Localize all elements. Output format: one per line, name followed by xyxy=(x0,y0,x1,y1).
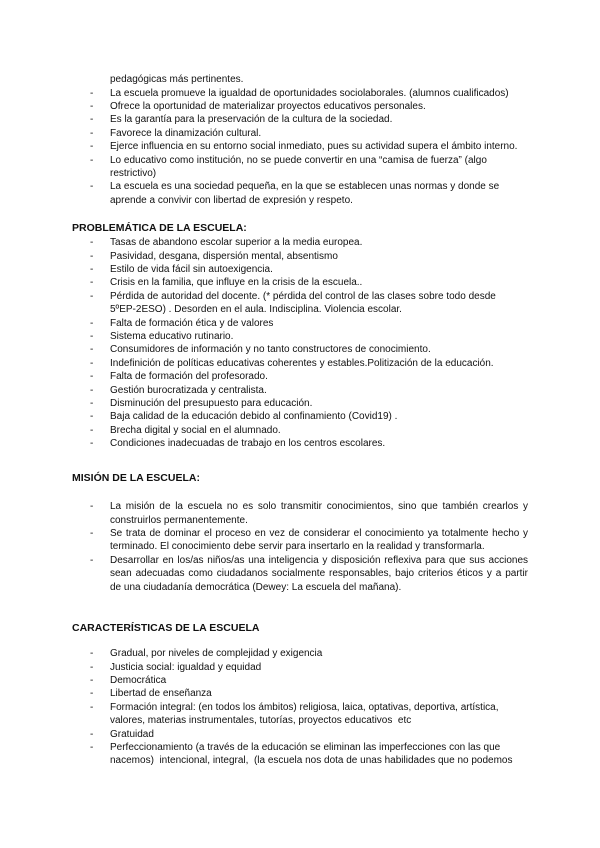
list-item-line: aprende a convivir con libertad de expresión y respeto. xyxy=(110,194,353,206)
list-item-line: Se trata de dominar el proceso en vez de considerar el conocimiento ya totalmente hecho y xyxy=(110,528,528,540)
list-item-line: Lo educativo como institución, no se puede convertir en una “camisa de fuerza” (algo xyxy=(110,154,487,166)
list-item xyxy=(0,290,600,317)
bullet-dash: - xyxy=(90,154,94,166)
bullet-dash: - xyxy=(90,554,94,566)
list-item xyxy=(0,397,600,410)
bullet-dash: - xyxy=(90,528,94,540)
bullet-dash: - xyxy=(90,141,94,153)
list-item-line: Disminución del presupuesto para educación. xyxy=(110,397,313,409)
list-item-line: Perfeccionamiento (a través de la educación se eliminan las imperfecciones con las que xyxy=(110,742,501,754)
intro-list xyxy=(0,73,600,207)
list-item-line: Falta de formación del profesorado. xyxy=(110,371,268,383)
caracteristicas-list xyxy=(0,647,600,768)
list-item-line: Crisis en la familia, que influye en la crisis de la escuela.. xyxy=(110,277,363,289)
list-item-line: Estilo de vida fácil sin autoexigencia. xyxy=(110,264,273,276)
bullet-dash: - xyxy=(90,371,94,383)
list-item xyxy=(0,701,600,728)
list-item-line: nacemos) intencional, integral, (la escuela nos dota de unas habilidades que no podemos xyxy=(110,755,513,767)
list-item xyxy=(0,410,600,423)
list-item-line: Pérdida de autoridad del docente. (* pérdida del control de las clases sobre todo desde xyxy=(110,290,496,302)
list-item-line: Baja calidad de la educación debido al confinamiento (Covid19) . xyxy=(110,411,398,423)
bullet-dash: - xyxy=(90,438,94,450)
list-item-line: Gratuidad xyxy=(110,728,154,740)
list-item xyxy=(0,728,600,741)
bullet-dash: - xyxy=(90,181,94,193)
bullet-dash: - xyxy=(90,728,94,740)
list-item xyxy=(0,661,600,674)
list-item xyxy=(0,263,600,276)
list-item xyxy=(0,527,600,554)
list-item-line: valores, materias instrumentales, tutorías, proyectos educativos etc xyxy=(110,715,412,727)
list-item-line: pedagógicas más pertinentes. xyxy=(110,74,244,86)
list-item xyxy=(0,437,600,450)
mision-list xyxy=(0,500,600,594)
bullet-dash: - xyxy=(90,701,94,713)
list-item xyxy=(0,554,600,594)
list-item xyxy=(0,647,600,660)
list-item xyxy=(0,250,600,263)
bullet-dash: - xyxy=(90,675,94,687)
list-item-line: construirlos permanentemente. xyxy=(110,514,248,526)
bullet-dash: - xyxy=(90,277,94,289)
problematica-heading: PROBLEMÁTICA DE LA ESCUELA: xyxy=(72,222,247,234)
bullet-dash: - xyxy=(90,688,94,700)
caracteristicas-heading: CARACTERÍSTICAS DE LA ESCUELA xyxy=(72,622,260,634)
bullet-dash: - xyxy=(90,397,94,409)
bullet-dash: - xyxy=(90,742,94,754)
list-item-line: Pasividad, desgana, dispersión mental, absentismo xyxy=(110,250,338,262)
list-item-line: Gradual, por niveles de complejidad y exigencia xyxy=(110,648,323,660)
list-item-line: 5ºEP-2ESO) . Desorden en el aula. Indisciplina. Violencia escolar. xyxy=(110,304,402,316)
bullet-dash: - xyxy=(90,290,94,302)
bullet-dash: - xyxy=(90,661,94,673)
list-item xyxy=(0,87,600,100)
list-item xyxy=(0,140,600,153)
bullet-dash: - xyxy=(90,331,94,343)
list-item xyxy=(0,357,600,370)
list-item xyxy=(0,330,600,343)
list-item-line: sean adecuadas como ciudadanos socialmente responsables, bajo criterios éticos y a partir xyxy=(110,568,528,580)
list-item xyxy=(0,370,600,383)
bullet-dash: - xyxy=(90,237,94,249)
list-item-line: Desarrollar en los/as niños/as una inteligencia y disposición reflexiva para que sus acciones xyxy=(110,554,528,566)
list-item xyxy=(0,500,600,527)
list-item xyxy=(0,384,600,397)
list-item-line: Formación integral: (en todos los ámbitos) religiosa, laica, optativas, deportiva, artística, xyxy=(110,701,499,713)
list-item-line: terminado. El conocimiento debe servir para insertarlo en la realidad y transformarla. xyxy=(110,541,485,553)
list-item-line: de una ciudadanía democrática (Dewey: La escuela del mañana). xyxy=(110,581,402,593)
list-item-line: Brecha digital y social en el alumnado. xyxy=(110,424,281,436)
bullet-dash: - xyxy=(90,648,94,660)
list-item xyxy=(0,741,600,768)
list-item-line: Gestión burocratizada y centralista. xyxy=(110,384,267,396)
list-item-line: La escuela promueve la igualdad de oportunidades sociolaborales. (alumnos cualificados) xyxy=(110,87,509,99)
bullet-dash: - xyxy=(90,264,94,276)
list-item-line: La escuela es una sociedad pequeña, en la que se establecen unas normas y donde se xyxy=(110,181,500,193)
bullet-dash: - xyxy=(90,87,94,99)
mision-heading: MISIÓN DE LA ESCUELA: xyxy=(72,472,200,484)
list-item-line: Justicia social: igualdad y equidad xyxy=(110,661,262,673)
bullet-dash: - xyxy=(90,101,94,113)
problematica-list xyxy=(0,236,600,450)
list-item xyxy=(0,73,600,86)
list-item-line: Ofrece la oportunidad de materializar proyectos educativos personales. xyxy=(110,101,426,113)
list-item-line: Falta de formación ética y de valores xyxy=(110,317,274,329)
list-item xyxy=(0,674,600,687)
bullet-dash: - xyxy=(90,250,94,262)
list-item-line: Favorece la dinamización cultural. xyxy=(110,127,262,139)
list-item-line: restrictivo) xyxy=(110,168,157,180)
list-item xyxy=(0,317,600,330)
list-item-line: Indefinición de políticas educativas coherentes y estables.Politización de la educación. xyxy=(110,357,494,369)
list-item xyxy=(0,687,600,700)
list-item-line: La misión de la escuela no es solo transmitir conocimientos, sino que también crearlos y xyxy=(110,501,528,513)
bullet-dash: - xyxy=(90,317,94,329)
list-item-line: Es la garantía para la preservación de la cultura de la sociedad. xyxy=(110,114,393,126)
list-item-line: Libertad de enseñanza xyxy=(110,688,212,700)
list-item xyxy=(0,113,600,126)
list-item xyxy=(0,127,600,140)
bullet-dash: - xyxy=(90,127,94,139)
bullet-dash: - xyxy=(90,344,94,356)
bullet-dash: - xyxy=(90,384,94,396)
bullet-dash: - xyxy=(90,114,94,126)
list-item-line: Tasas de abandono escolar superior a la media europea. xyxy=(110,237,363,249)
bullet-dash: - xyxy=(90,424,94,436)
list-item xyxy=(0,276,600,289)
bullet-dash: - xyxy=(90,501,94,513)
list-item xyxy=(0,180,600,207)
bullet-dash: - xyxy=(90,357,94,369)
list-item-line: Condiciones inadecuadas de trabajo en los centros escolares. xyxy=(110,438,386,450)
bullet-dash: - xyxy=(90,411,94,423)
list-item xyxy=(0,236,600,249)
list-item xyxy=(0,154,600,181)
list-item xyxy=(0,100,600,113)
list-item-line: Sistema educativo rutinario. xyxy=(110,331,234,343)
list-item-line: Ejerce influencia en su entorno social inmediato, pues su actividad supera el ámbito interno. xyxy=(110,141,518,153)
list-item xyxy=(0,424,600,437)
list-item-line: Consumidores de información y no tanto constructores de conocimiento. xyxy=(110,344,431,356)
list-item-line: Democrática xyxy=(110,675,167,687)
list-item xyxy=(0,343,600,356)
